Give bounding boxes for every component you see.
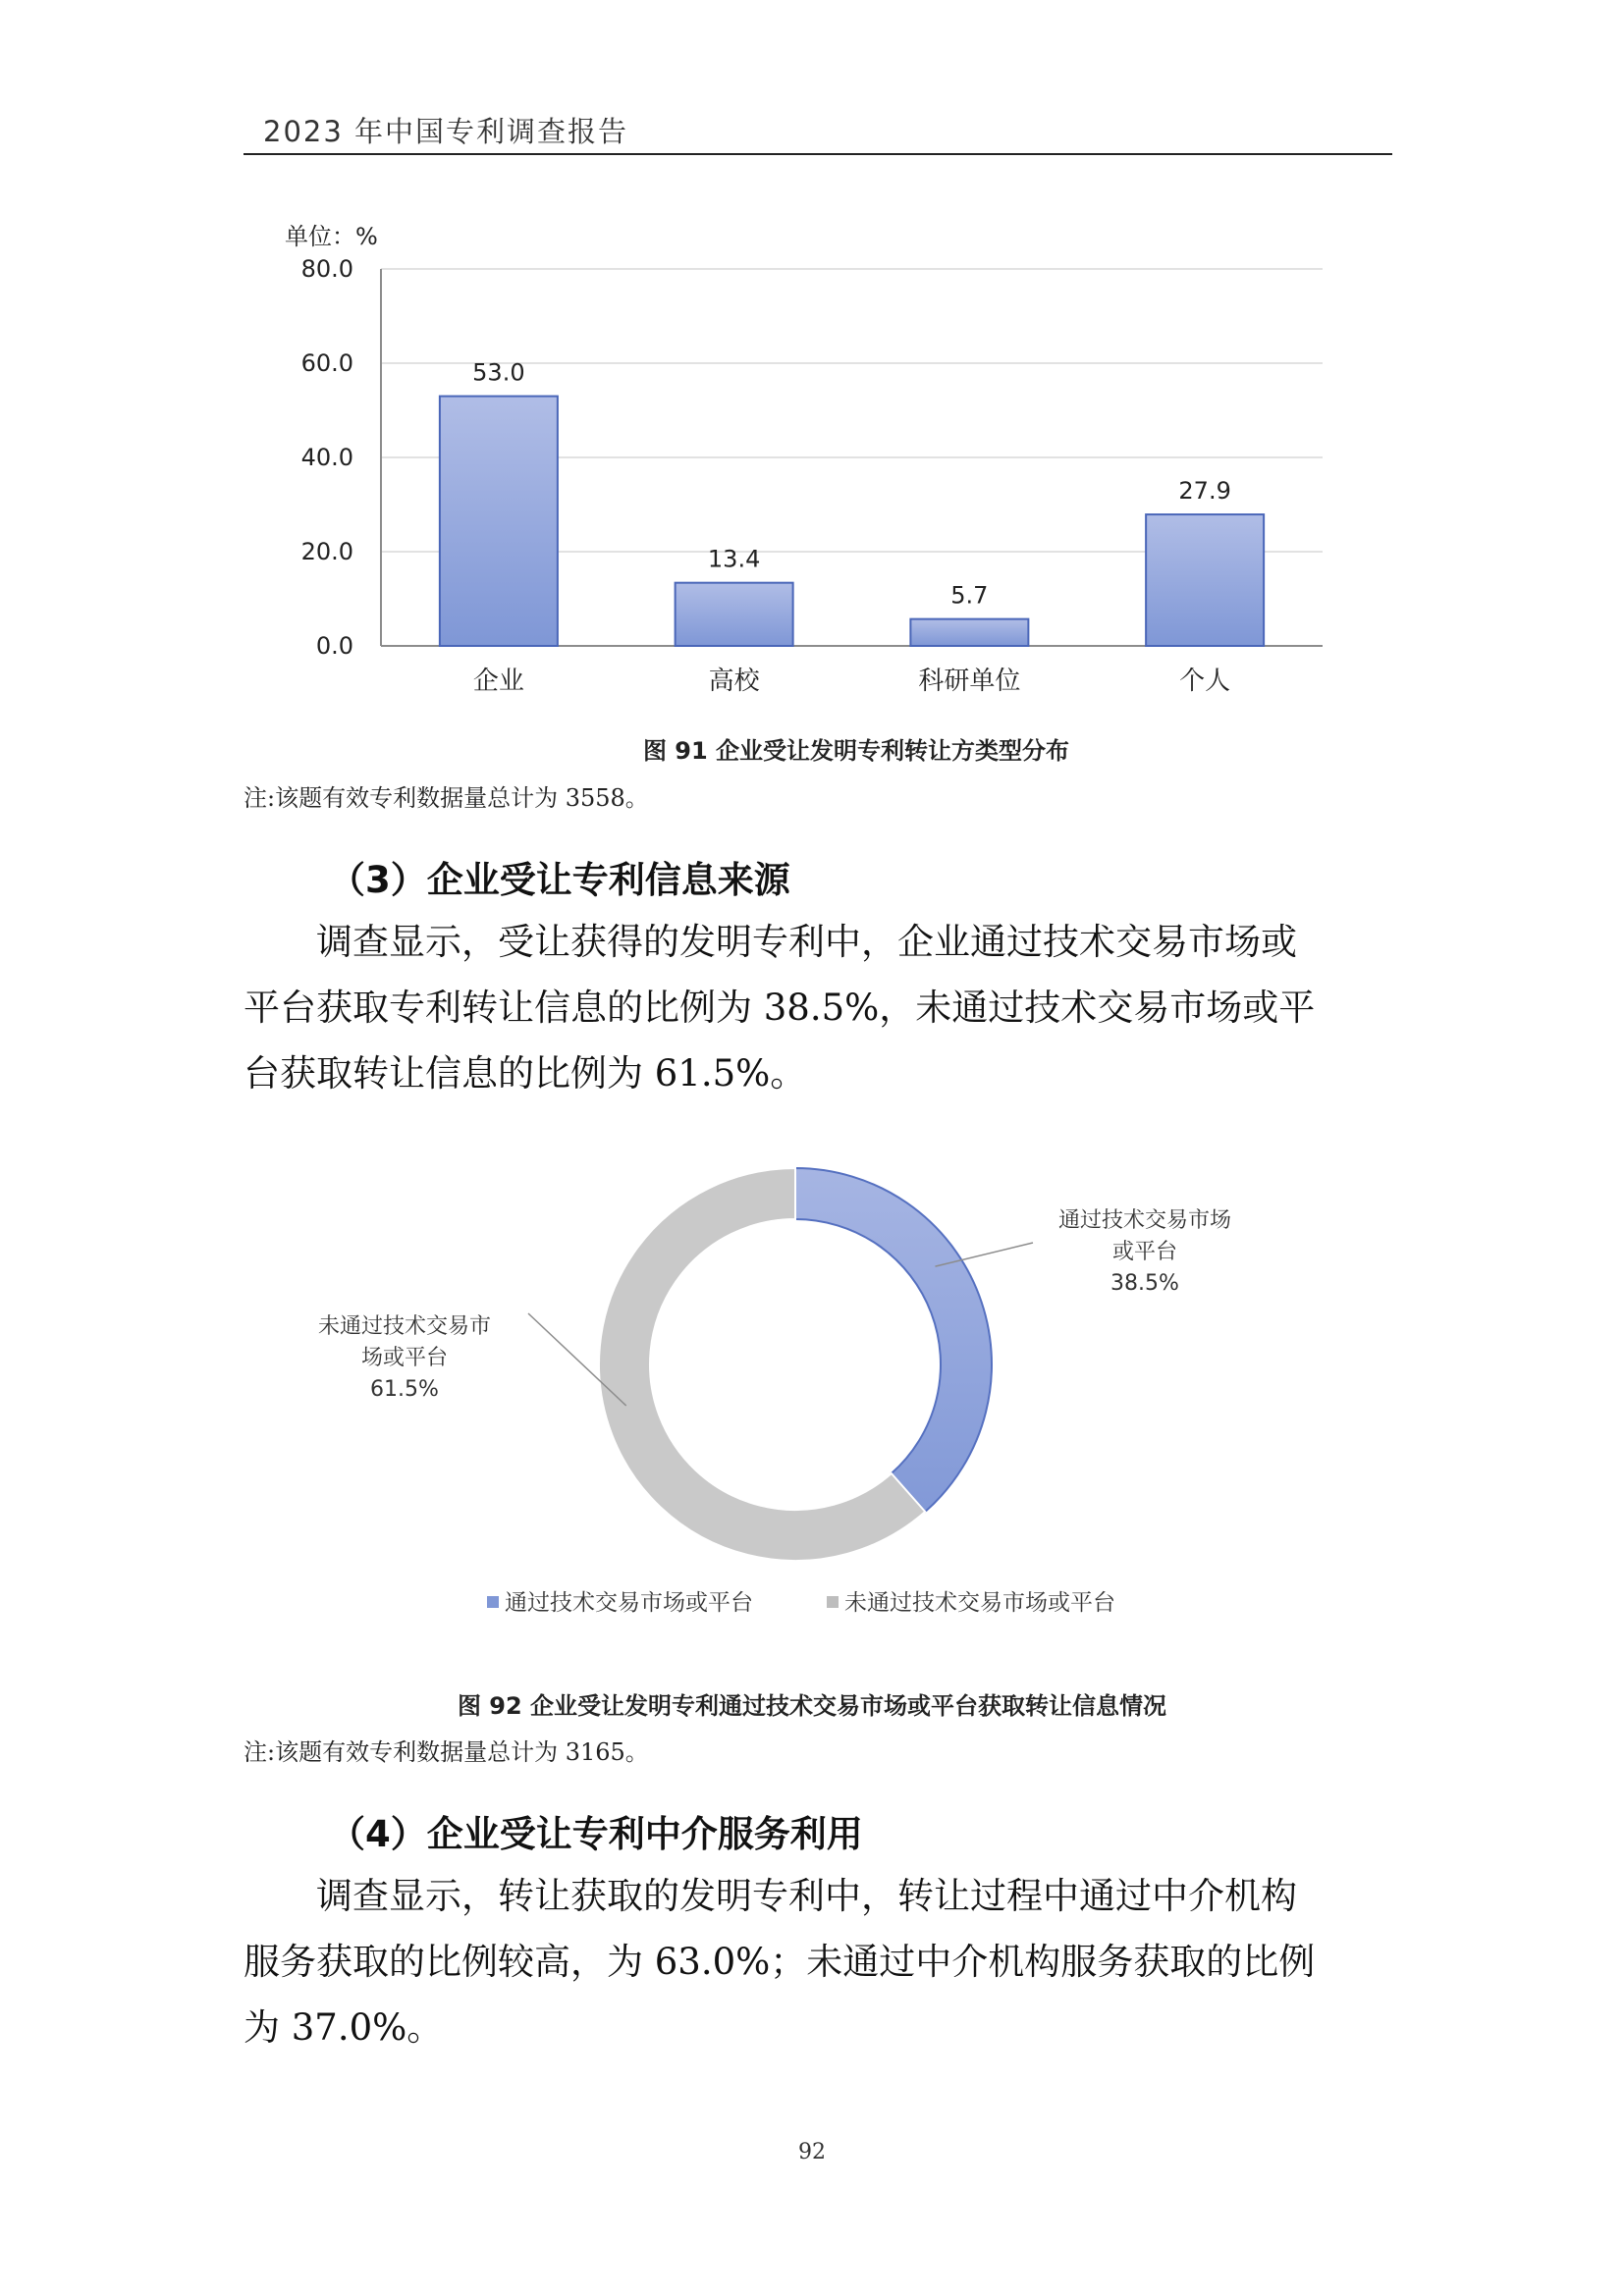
section-4-heading: （4）企业受让专利中介服务利用	[329, 1813, 863, 1855]
slice-label-2: 61.5%	[370, 1377, 439, 1402]
unit-label: 单位：%	[285, 223, 378, 250]
section-3-line-1: 调查显示，受让获得的发明专利中，企业通过技术交易市场或	[316, 921, 1297, 963]
legend-label-2: 未通过技术交易市场或平台	[844, 1590, 1115, 1616]
x-category-label: 企业	[472, 667, 524, 696]
legend-swatch-1	[487, 1596, 499, 1608]
section-4-line-3: 为 37.0%。	[244, 2006, 444, 2049]
legend-label-1: 通过技术交易市场或平台	[505, 1590, 753, 1616]
bar-value-label: 13.4	[707, 545, 761, 573]
x-category-label: 个人	[1179, 667, 1231, 696]
slice-label-2: 场或平台	[360, 1346, 449, 1370]
x-category-label: 高校	[708, 667, 760, 696]
bar-value-label: 53.0	[472, 358, 525, 387]
section-3-line-3: 台获取转让信息的比例为 61.5%。	[244, 1052, 807, 1095]
y-tick-label: 40.0	[300, 444, 353, 471]
figure-91-note: 注:该题有效专利数据量总计为 3558。	[244, 784, 649, 812]
y-tick-label: 20.0	[300, 538, 353, 565]
bar-4	[1146, 514, 1264, 646]
y-tick-label: 80.0	[300, 255, 353, 283]
slice-label-1: 38.5%	[1110, 1271, 1179, 1296]
y-tick-label: 60.0	[300, 349, 353, 377]
bar-1	[440, 397, 558, 646]
bar-3	[910, 619, 1028, 646]
legend-swatch-2	[827, 1596, 839, 1608]
figure-91-caption: 图 91 企业受让发明专利转让方类型分布	[642, 737, 1070, 765]
bar-value-label: 27.9	[1178, 477, 1231, 506]
section-4-line-2: 服务获取的比例较高，为 63.0%；未通过中介机构服务获取的比例	[244, 1941, 1316, 1983]
section-3-heading: （3）企业受让专利信息来源	[329, 859, 790, 901]
section-4-line-1: 调查显示，转让获取的发明专利中，转让过程中通过中介机构	[316, 1875, 1297, 1917]
page-number: 92	[798, 2140, 826, 2164]
y-tick-label: 0.0	[315, 632, 353, 660]
bar-value-label: 5.7	[950, 581, 989, 610]
running-header-title: 2023 年中国专利调查报告	[263, 115, 629, 148]
slice-label-2: 未通过技术交易市	[317, 1314, 492, 1339]
section-3-line-2: 平台获取专利转让信息的比例为 38.5%，未通过技术交易市场或平	[244, 987, 1316, 1029]
slice-label-1: 通过技术交易市场	[1057, 1208, 1232, 1233]
section-4-paragraph	[244, 1863, 1392, 2060]
donut-slice-1	[795, 1168, 992, 1512]
x-category-label: 科研单位	[918, 667, 1021, 696]
section-3-paragraph	[244, 909, 1392, 1106]
bar-2	[676, 583, 793, 646]
donut-chart-figure-92	[0, 1148, 1624, 1639]
figure-92-note: 注:该题有效专利数据量总计为 3165。	[244, 1738, 649, 1766]
bar-chart-figure-91	[0, 0, 1624, 726]
figure-92-caption: 图 92 企业受让发明专利通过技术交易市场或平台获取转让信息情况	[457, 1692, 1167, 1720]
slice-label-1: 或平台	[1111, 1240, 1178, 1264]
